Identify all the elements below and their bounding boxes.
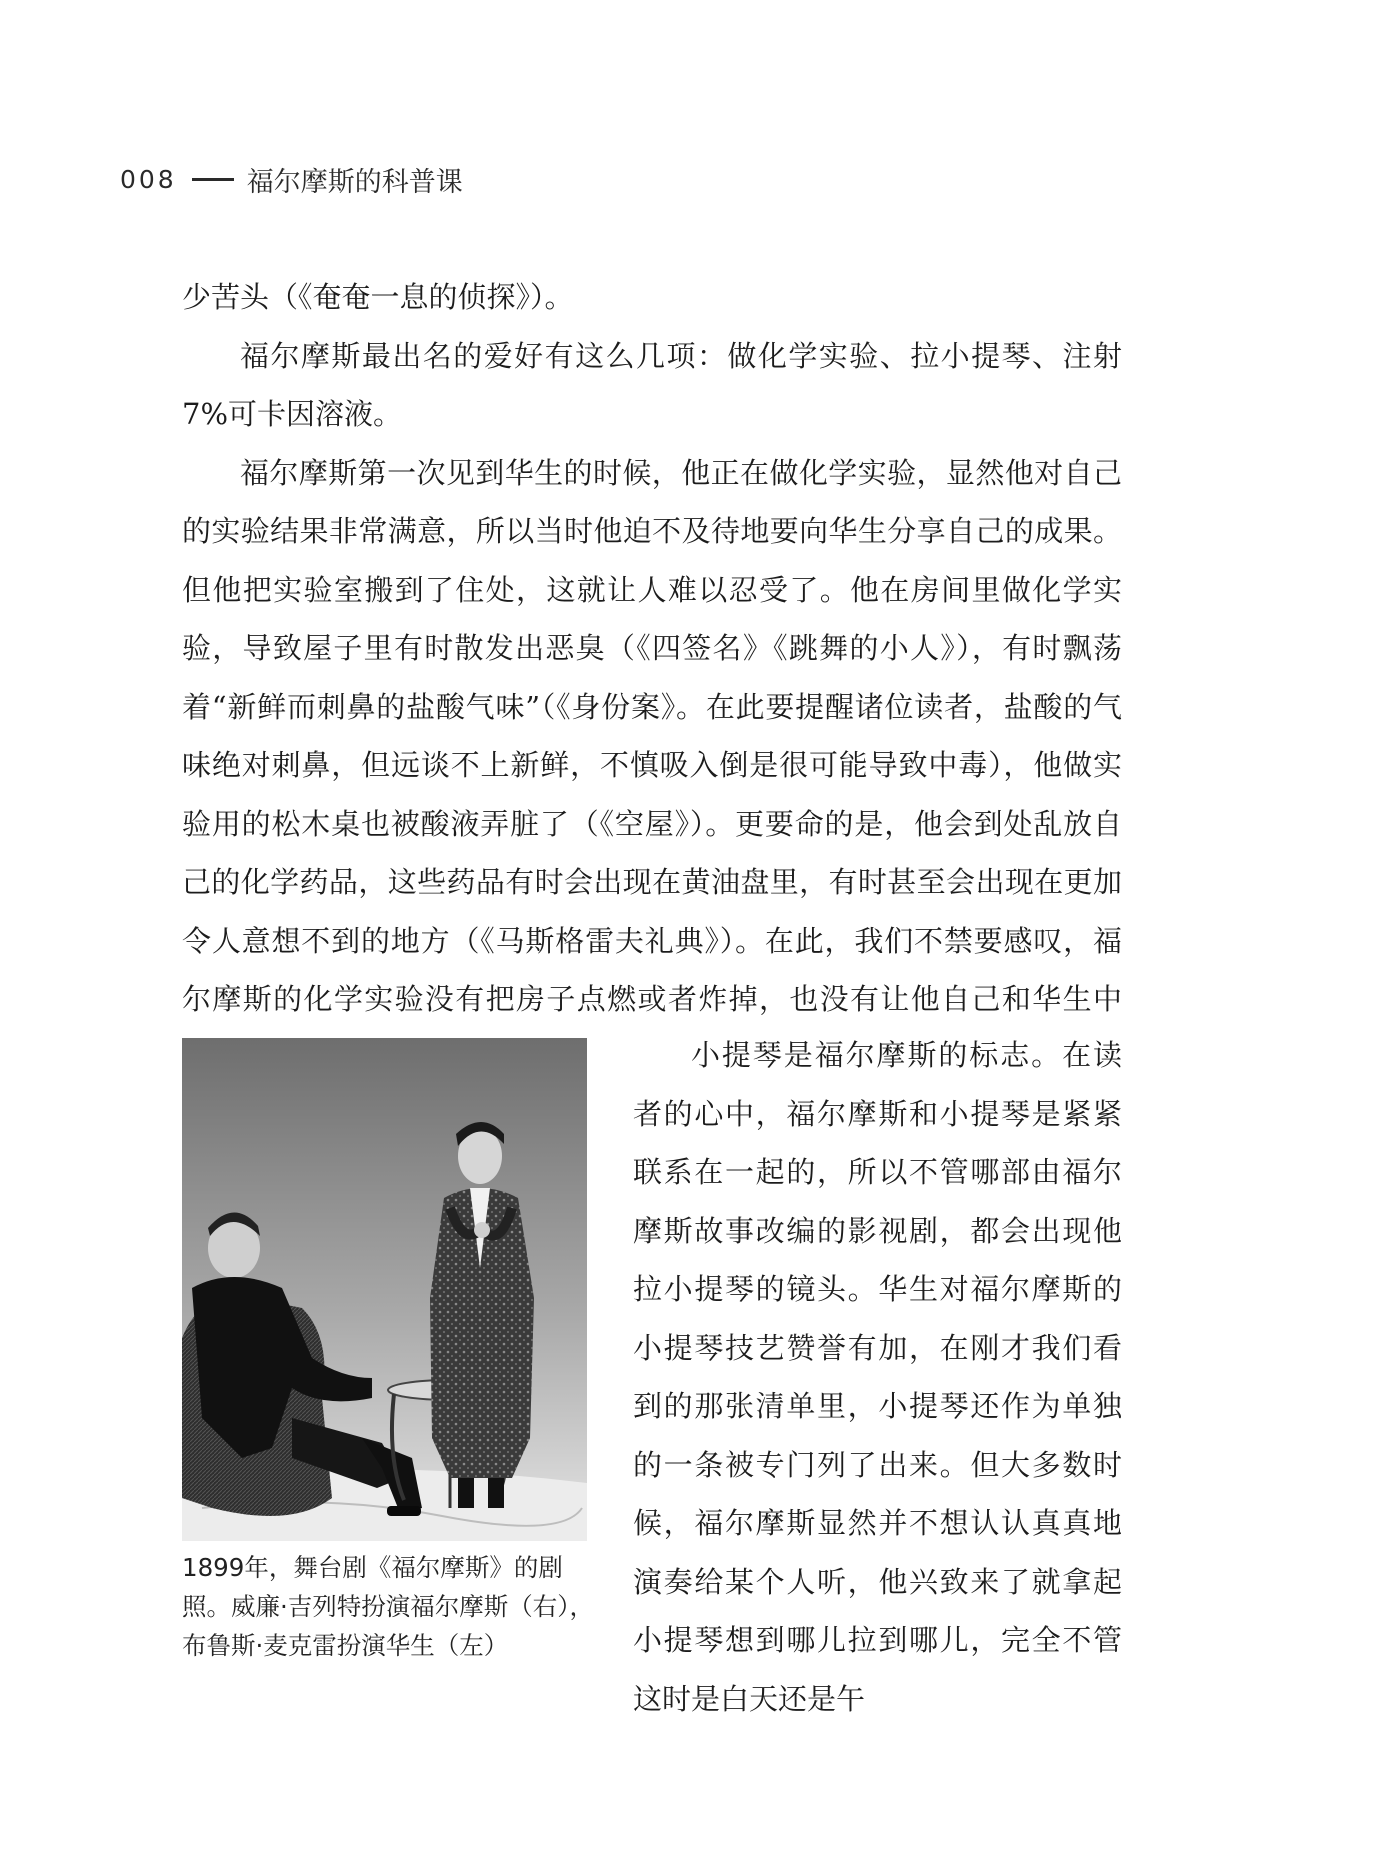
side-text-column (633, 1026, 1122, 1728)
photo-caption: 1899年，舞台剧《福尔摩斯》的剧照。威廉·吉列特扮演福尔摩斯（右），布鲁斯·麦克雷扮演华生（左） (182, 1553, 595, 1660)
header-dash (192, 178, 234, 181)
stage-photo (182, 1038, 587, 1541)
paragraph: 小提琴是福尔摩斯的标志。在读者的心中，福尔摩斯和小提琴是紧紧联系在一起的，所以不管哪部由福尔摩斯故事改编的影视剧，都会出现他拉小提琴的镜头。华生对福尔摩斯的小提琴技艺赞誉有加，在刚才我们看到的那张清单里，小提琴还作为单独的一条被专门列了出来。但大多数时候，福尔摩斯显然并不想认认真真地演奏给某个人听，他兴致来了就拿起小提琴想到哪儿拉到哪儿，完全不管这时是白天还是午 (633, 1038, 1122, 1716)
paragraph: 福尔摩斯最出名的爱好有这么几项：做化学实验、拉小提琴、注射7%可卡因溶液。 (182, 338, 1122, 431)
book-title: 福尔摩斯的科普课 (246, 167, 463, 198)
page-number: 008 (120, 165, 177, 194)
paragraph: 少苦头（《奄奄一息的侦探》）。 (182, 280, 574, 314)
paragraph: 福尔摩斯第一次见到华生的时候，他正在做化学实验，显然他对自己的实验结果非常满意，所以当时他迫不及待地要向华生分享自己的成果。但他把实验室搬到了住处，这就让人难以忍受了。他在房间里做化学实验，导致屋子里有时散发出恶臭（《四签名》《跳舞的小人》），有时飘荡着“新鲜而刺鼻的盐酸气味”（《身份案》。在此要提醒诸位读者，盐酸的气味绝对刺鼻，但远谈不上新鲜，不慎吸入倒是很可能导致中毒），他做实验用的松木桌也被酸液弄脏了（《空屋》）。更要命的是，他会到处乱放自己的化学药品，这些药品有时会出现在黄油盘里，有时甚至会出现在更加令人意想不到的地方（《马斯格雷夫礼典》）。在此，我们不禁要感叹，福尔摩斯的化学实验没有把房子点燃或者炸掉，也没有让他自己和华生中 (182, 455, 1122, 1016)
running-header (120, 160, 463, 199)
body-text (182, 268, 1122, 1087)
